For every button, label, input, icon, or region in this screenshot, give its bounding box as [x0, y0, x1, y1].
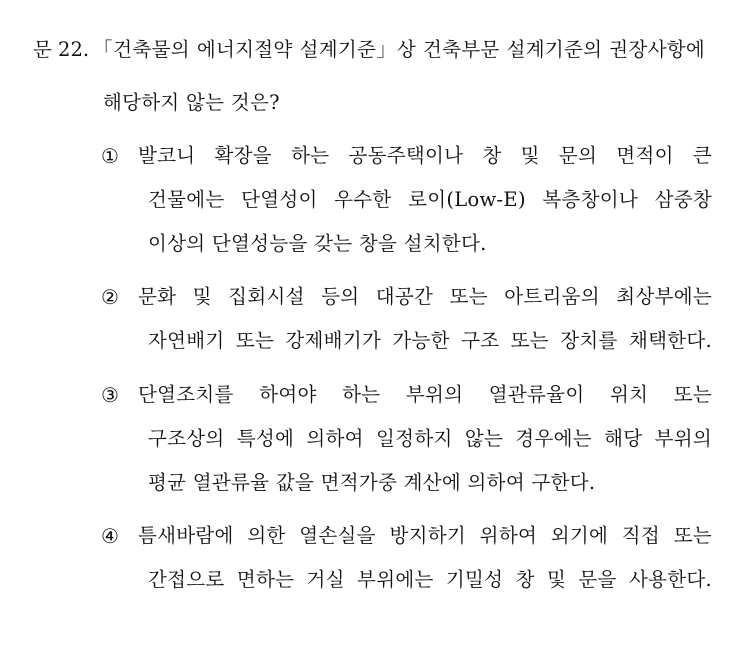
- option-2-line-1: 문화 및 집회시설 등의 대공간 또는 아트리움의 최상부에는: [138, 285, 712, 308]
- option-1-marker: ①: [101, 144, 119, 168]
- option-3-line-2: 구조상의 특성에 의하여 일정하지 않는 경우에는 해당 부위의: [148, 427, 712, 450]
- question-number: 문 22.: [33, 38, 90, 61]
- question-stem-line-1: 「건축물의 에너지절약 설계기준」상 건축부문 설계기준의 권장사항에: [93, 38, 705, 61]
- option-3-marker: ③: [101, 383, 119, 407]
- option-4-line-2: 간접으로 면하는 거실 부위에는 기밀성 창 및 문을 사용한다.: [148, 568, 712, 591]
- question-stem-line-2: 해당하지 않는 것은?: [103, 91, 280, 114]
- option-2-marker: ②: [101, 285, 119, 309]
- option-1-line-3: 이상의 단열성능을 갖는 창을 설치한다.: [148, 232, 487, 255]
- option-4-line-1: 틈새바람에 의한 열손실을 방지하기 위하여 외기에 직접 또는: [138, 524, 712, 547]
- option-1-line-2: 건물에는 단열성이 우수한 로이(Low-E) 복층창이나 삼중창: [148, 188, 712, 211]
- option-4-marker: ④: [101, 524, 119, 548]
- option-3-line-1: 단열조치를 하여야 하는 부위의 열관류율이 위치 또는: [138, 383, 712, 406]
- option-1-line-1: 발코니 확장을 하는 공동주택이나 창 및 문의 면적이 큰: [138, 144, 712, 167]
- option-2-line-2: 자연배기 또는 강제배기가 가능한 구조 또는 장치를 채택한다.: [148, 329, 712, 352]
- option-3-line-3: 평균 열관류율 값을 면적가중 계산에 의하여 구한다.: [148, 471, 596, 494]
